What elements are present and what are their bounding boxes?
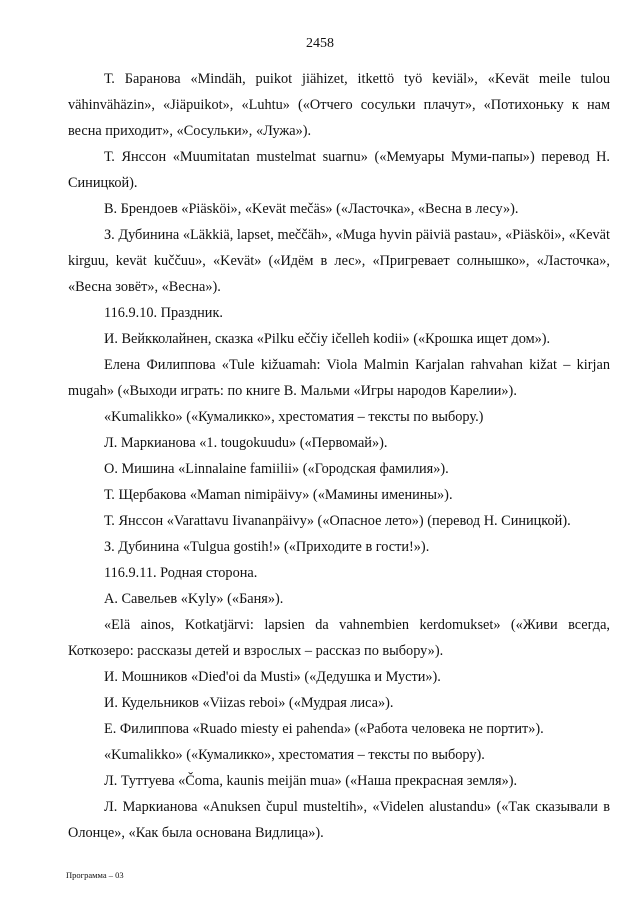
paragraph: З. Дубинина «Tulgua gostih!» («Приходите в гости!»). (104, 539, 430, 555)
paragraph: Е. Филиппова «Ruado miesty ei pahenda» («Работа человека не портит»). (104, 721, 544, 737)
paragraph: З. Дубинина «Läkkiä, lapset, meččäh», «Muga hyvin päiviä pastau», «Piäsköi», «Kevät kirguu, kevät kuččuu», «Kevät» («Идём в лес», «Пригревает солнышко», «Ласточка», «Весна зовёт», «Весна»). (68, 227, 610, 295)
paragraph: Т. Баранова «Mindäh, puikot jiähizet, itkettö työ keviäl», «Kevät meile tulou vähinvähäzin», «Jiäpuikot», «Luhtu» («Отчего сосульки плачут», «Потихоньку к нам весна приходит», «Сосульки», «Лужа»). (68, 71, 610, 139)
paragraph: Т. Щербакова «Maman nimipäivy» («Мамины именины»). (104, 487, 453, 503)
paragraph: Елена Филиппова «Tule kižuamah: Viola Malmin Karjalan rahvahan kižat – kirjan mugah» («Выходи играть: по книге В. Мальми «Игры народов Карелии»). (68, 357, 610, 399)
page-footer: Программа – 03 (66, 870, 124, 880)
paragraph: Т. Янссон «Varattavu Iivananpäivy» («Опасное лето») (перевод Н. Синицкой). (104, 513, 571, 529)
paragraph: Л. Туттуева «Čoma, kaunis meijän mua» («Наша прекрасная земля»). (104, 773, 518, 789)
paragraph: В. Брендоев «Piäsköi», «Kevät mečäs» («Ласточка», «Весна в лесу»). (104, 201, 519, 217)
section-heading: 116.9.10. Праздник. (104, 305, 223, 321)
paragraph: «Kumalikko» («Кумаликко», хрестоматия – тексты по выбору). (104, 747, 485, 763)
paragraph: А. Савельев «Kyly» («Баня»). (104, 591, 284, 607)
paragraph: «Elä ainos, Kotkatjärvi: lapsien da vahnembien kerdomukset» («Живи всегда, Коткозеро: рассказы детей и взрослых – рассказ по выбору»). (68, 617, 610, 659)
paragraph: И. Мошников «Died'oi da Musti» («Дедушка и Мусти»). (104, 669, 441, 685)
paragraph: И. Вейкколайнен, сказка «Pilku eččiy ičelleh kodii» («Крошка ищет дом»). (104, 331, 551, 347)
page-content (68, 66, 610, 846)
paragraph: И. Кудельников «Viizas reboi» («Мудрая лиса»). (104, 695, 394, 711)
paragraph: Т. Янссон «Muumitatan mustelmat suarnu» («Мемуары Муми-папы») перевод Н. Синицкой). (68, 149, 610, 191)
paragraph: Л. Маркианова «Anuksen čupul musteltih», «Videlen alustandu» («Так сказывали в Олонце», «Как была основана Видлица»). (68, 799, 610, 841)
paragraph: О. Мишина «Linnalaine famiilii» («Городская фамилия»). (104, 461, 449, 477)
paragraph: Л. Маркианова «1. tougokuudu» («Первомай»). (104, 435, 388, 451)
section-heading: 116.9.11. Родная сторона. (104, 565, 258, 581)
paragraph: «Kumalikko» («Кумаликко», хрестоматия – тексты по выбору.) (104, 409, 484, 425)
page-number: 2458 (306, 36, 334, 51)
